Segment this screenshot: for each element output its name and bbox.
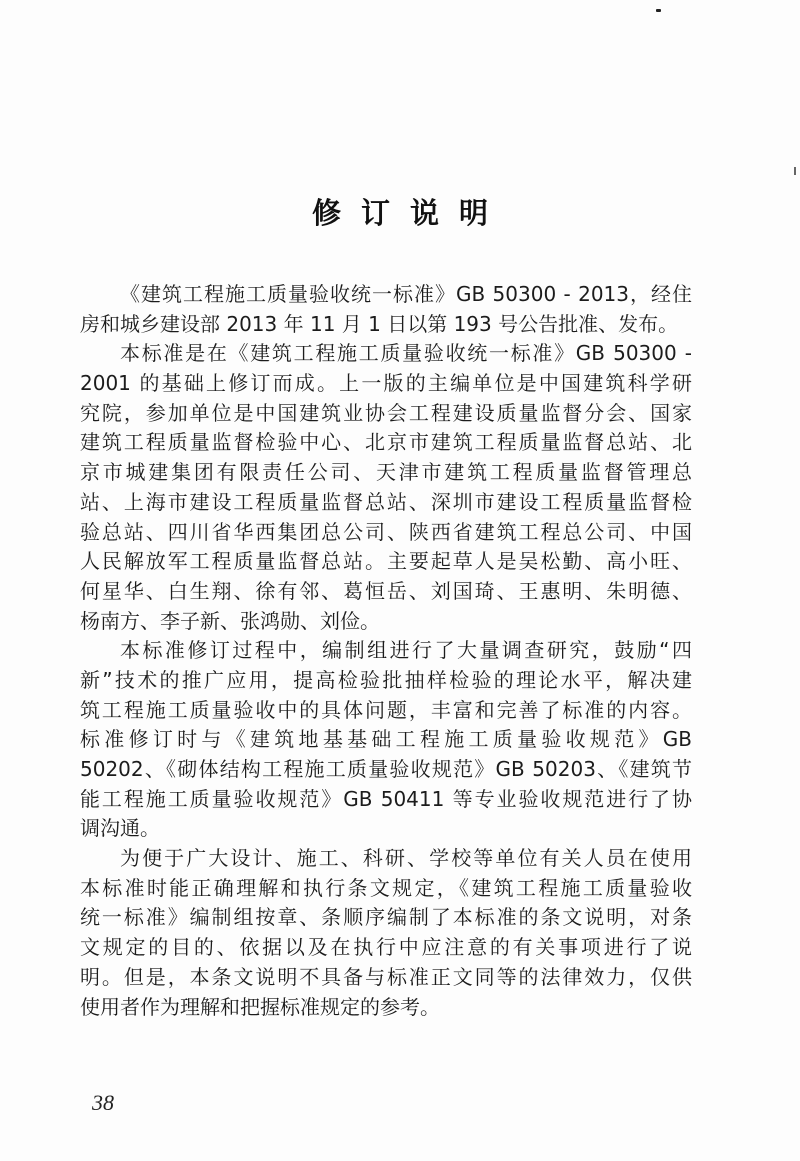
paragraph: [80, 280, 692, 339]
scan-mark: [656, 9, 661, 12]
text-line: 本标准时能正确理解和执行条文规定，《建筑工程施工质量验收: [80, 875, 692, 900]
text-line: 能工程施工质量验收规范》GB 50411 等专业验收规范进行了协: [80, 786, 692, 811]
page-title: 修订说明: [311, 196, 508, 230]
text-line: 京市城建集团有限责任公司、天津市建筑工程质量监督管理总: [80, 460, 692, 485]
text-line: 房和城乡建设部 2013 年 11 月 1 日以第 193 号公告批准、发布。: [80, 311, 679, 336]
paragraph: [80, 636, 692, 844]
text-line: 为便于广大设计、施工、科研、学校等单位有关人员在使用: [120, 846, 692, 871]
text-line: 究院，参加单位是中国建筑业协会工程建设质量监督分会、国家: [80, 400, 692, 425]
scan-mark: [794, 167, 796, 175]
paragraph: [80, 339, 692, 636]
text-line: 《建筑工程施工质量验收统一标准》GB 50300 - 2013，经住: [120, 282, 692, 306]
text-line: 标准修订时与《建筑地基基础工程施工质量验收规范》GB: [80, 727, 692, 752]
text-line: 站、上海市建设工程质量监督总站、深圳市建设工程质量监督检: [80, 489, 692, 514]
page-number: 38: [92, 1090, 114, 1115]
text-line: 明。但是，本条文说明不具备与标准正文同等的法律效力，仅供: [80, 964, 692, 989]
text-line: 人民解放军工程质量监督总站。主要起草人是吴松勤、高小旺、: [80, 549, 692, 574]
text-line: 筑工程施工质量验收中的具体问题，丰富和完善了标准的内容。: [80, 697, 692, 722]
text-line: 2001 的基础上修订而成。上一版的主编单位是中国建筑科学研: [80, 371, 692, 396]
text-line: 使用者作为理解和把握标准规定的参考。: [80, 994, 440, 1019]
text-line: 统一标准》编制组按章、条顺序编制了本标准的条文说明，对条: [80, 905, 692, 930]
text-line: 50202、《砌体结构工程施工质量验收规范》GB 50203、《建筑节: [80, 757, 692, 781]
text-line: 建筑工程质量监督检验中心、北京市建筑工程质量监督总站、北: [80, 430, 692, 455]
text-line: 本标准修订过程中，编制组进行了大量调查研究，鼓励“四: [120, 638, 692, 663]
paragraph: [80, 844, 692, 1022]
text-line: 调沟通。: [80, 816, 160, 841]
text-line: 杨南方、李子新、张鸿勋、刘俭。: [80, 608, 380, 633]
text-line: 新”技术的推广应用，提高检验批抽样检验的理论水平，解决建: [80, 667, 692, 692]
text-line: 何星华、白生翔、徐有邻、葛恒岳、刘国琦、王惠明、朱明德、: [80, 578, 692, 603]
body-text: [80, 280, 692, 1022]
text-line: 验总站、四川省华西集团总公司、陕西省建筑工程总公司、中国: [80, 519, 692, 544]
text-line: 本标准是在《建筑工程施工质量验收统一标准》GB 50300 -: [120, 341, 692, 366]
text-line: 文规定的目的、依据以及在执行中应注意的有关事项进行了说: [80, 935, 692, 960]
